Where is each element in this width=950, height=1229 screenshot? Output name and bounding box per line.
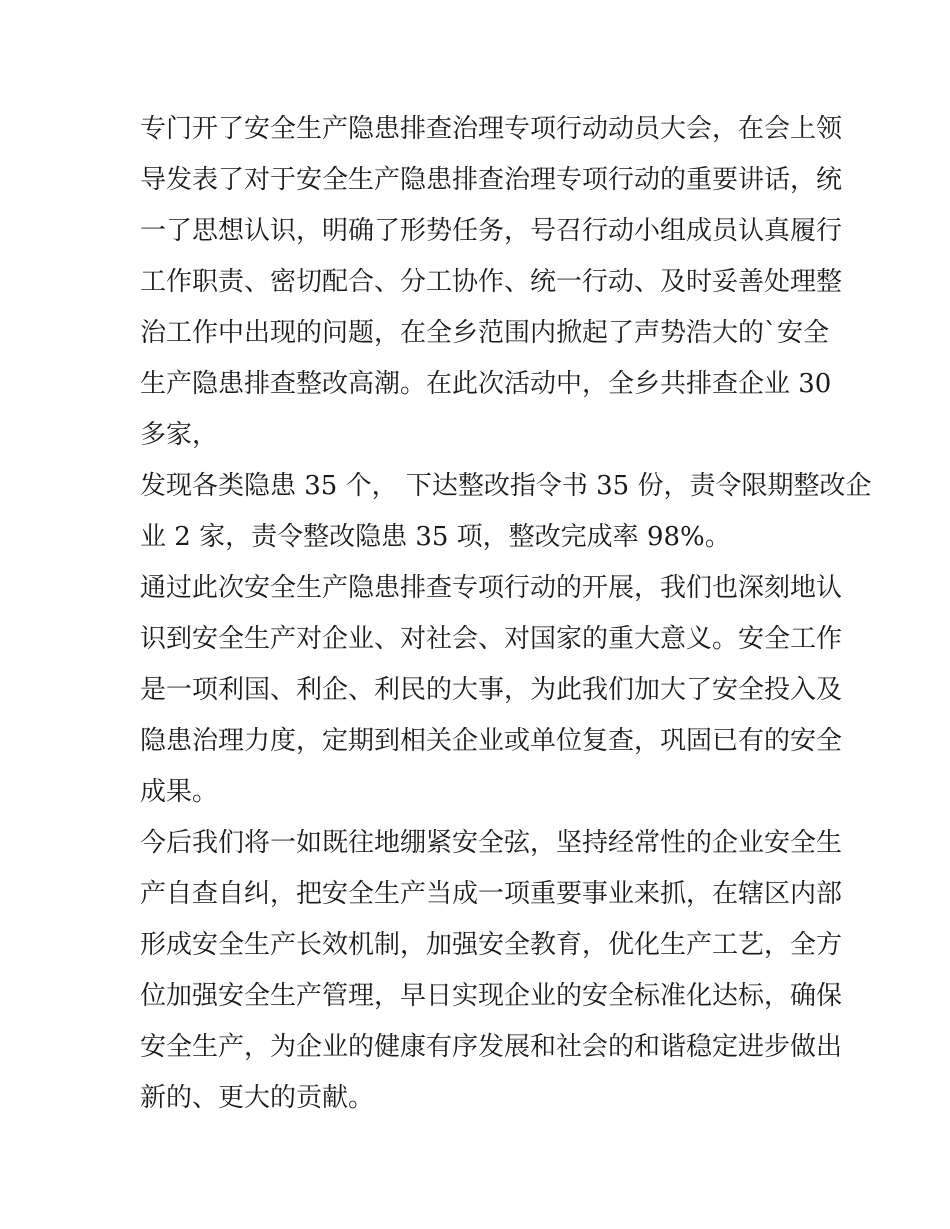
text-line: 专门开了安全生产隐患排查治理专项行动动员大会，在会上领 [140, 114, 843, 144]
text-line: 导发表了对于安全生产隐患排查治理专项行动的重要讲话，统 [140, 165, 843, 195]
text-line: 新的、更大的贡献。 [140, 1083, 375, 1113]
text-line: 产自查自纠，把安全生产当成一项重要事业来抓，在辖区内部 [140, 879, 843, 909]
text-line: 工作职责、密切配合、分工协作、统一行动、及时妥善处理整 [140, 267, 843, 297]
text-line: 通过此次安全生产隐患排查专项行动的开展，我们也深刻地认 [140, 573, 843, 603]
text-line: 是一项利国、利企、利民的大事，为此我们加大了安全投入及 [140, 675, 843, 705]
text-line: 发现各类隐患 35 个， 下达整改指令书 35 份，责令限期整改企 [140, 471, 872, 501]
text-line: 一了思想认识，明确了形势任务，号召行动小组成员认真履行 [140, 216, 843, 246]
text-line: 业 2 家，责令整改隐患 35 项，整改完成率 98%。 [140, 522, 731, 552]
text-line: 识到安全生产对企业、对社会、对国家的重大意义。安全工作 [140, 624, 843, 654]
text-line: 成果。 [140, 777, 219, 807]
text-line: 治工作中出现的问题，在全乡范围内掀起了声势浩大的`安全 [140, 318, 830, 348]
text-line: 生产隐患排查整改高潮。在此次活动中，全乡共排查企业 30 [140, 369, 832, 399]
text-line: 今后我们将一如既往地绷紧安全弦，坚持经常性的企业安全生 [140, 828, 843, 858]
text-line: 位加强安全生产管理，早日实现企业的安全标准化达标，确保 [140, 981, 843, 1011]
text-line: 多家， [140, 420, 219, 450]
text-line: 形成安全生产长效机制，加强安全教育，优化生产工艺，全方 [140, 930, 843, 960]
text-line: 安全生产，为企业的健康有序发展和社会的和谐稳定进步做出 [140, 1032, 843, 1062]
text-line: 隐患治理力度，定期到相关企业或单位复查，巩固已有的安全 [140, 726, 843, 756]
